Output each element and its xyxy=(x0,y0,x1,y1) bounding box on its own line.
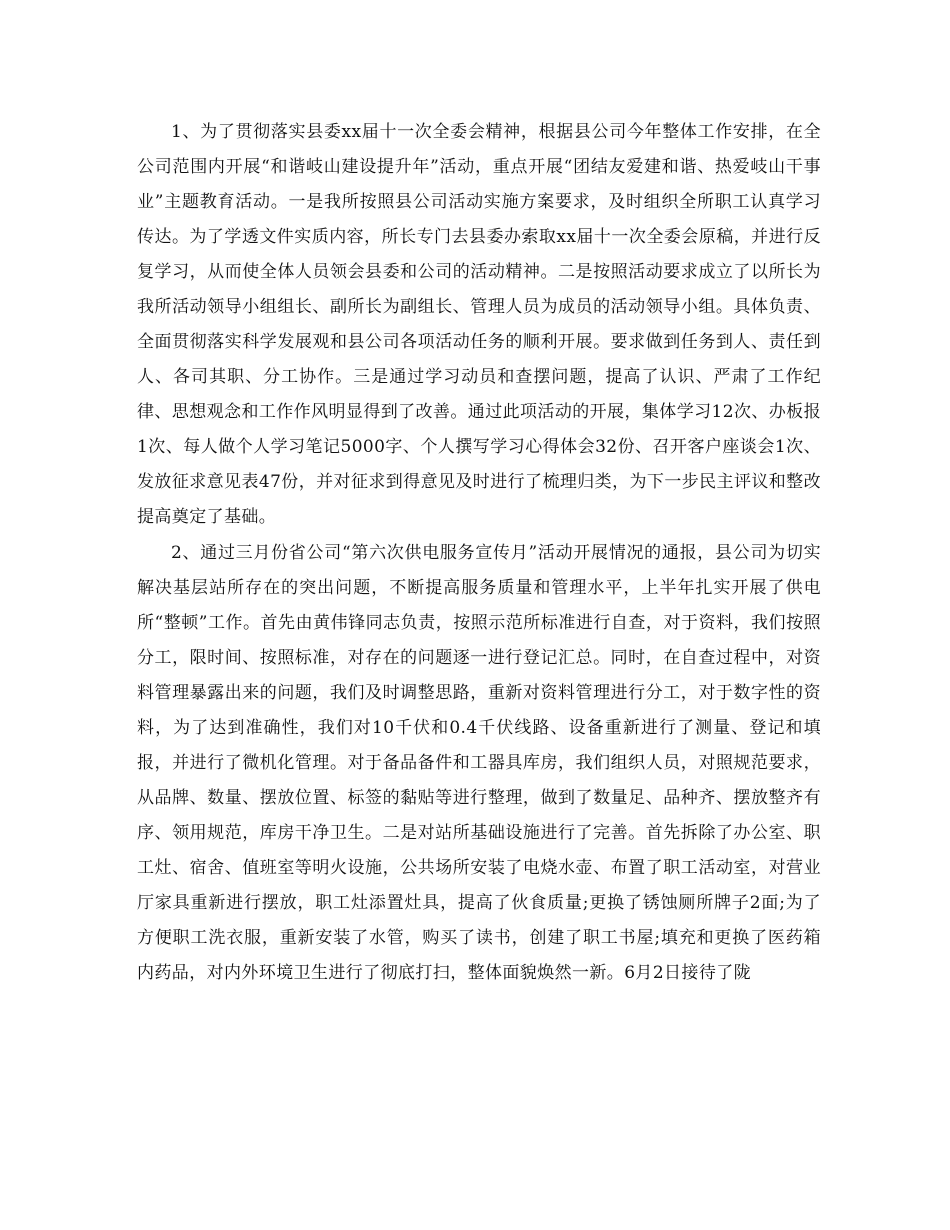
paragraph-1: 1、为了贯彻落实县委xx届十一次全委会精神，根据县公司今年整体工作安排，在全公司范围内开展“和谐岐山建设提升年”活动，重点开展“团结友爱建和谐、热爱岐山干事业”主题教育活动。一是我所按照县公司活动实施方案要求，及时组织全所职工认真学习传达。为了学透文件实质内容，所长专门去县委办索取xx届十一次全委会原稿，并进行反复学习，从而使全体人员领会县委和公司的活动精神。二是按照活动要求成立了以所长为我所活动领导小组组长、副所长为副组长、管理人员为成员的活动领导小组。具体负责、全面贯彻落实科学发展观和县公司各项活动任务的顺利开展。要求做到任务到人、责任到人、各司其职、分工协作。三是通过学习动员和查摆问题，提高了认识、严肃了工作纪律、思想观念和工作作风明显得到了改善。通过此项活动的开展，集体学习12次、办板报1次、每人做个人学习笔记5000字、个人撰写学习心得体会32份、召开客户座谈会1次、发放征求意见表47份，并对征求到得意见及时进行了梳理归类，为下一步民主评议和整改提高奠定了基础。 xyxy=(137,122,821,527)
paragraph-2: 2、通过三月份省公司“第六次供电服务宣传月”活动开展情况的通报，县公司为切实解决基层站所存在的突出问题，不断提高服务质量和管理水平，上半年扎实开展了供电所“整顿”工作。首先由黄伟锋同志负责，按照示范所标准进行自查，对于资料，我们按照分工，限时间、按照标准，对存在的问题逐一进行登记汇总。同时，在自查过程中，对资料管理暴露出来的问题，我们及时调整思路，重新对资料管理进行分工，对于数字性的资料，为了达到准确性，我们对10千伏和0.4千伏线路、设备重新进行了测量、登记和填报，并进行了微机化管理。对于备品备件和工器具库房，我们组织人员，对照规范要求，从品牌、数量、摆放位置、标签的黏贴等进行整理，做到了数量足、品种齐、摆放整齐有序、领用规范，库房干净卫生。二是对站所基础设施进行了完善。首先拆除了办公室、职工灶、宿舍、值班室等明火设施，公共场所安装了电烧水壶、布置了职工活动室，对营业厅家具重新进行摆放，职工灶添置灶具，提高了伙食质量;更换了锈蚀厕所牌子2面;为了方便职工洗衣服，重新安装了水管，购买了读书，创建了职工书屋;填充和更换了医药箱内药品，对内外环境卫生进行了彻底打扫，整体面貌焕然一新。6月2日接待了陇 xyxy=(137,543,821,983)
document-body xyxy=(137,115,821,991)
